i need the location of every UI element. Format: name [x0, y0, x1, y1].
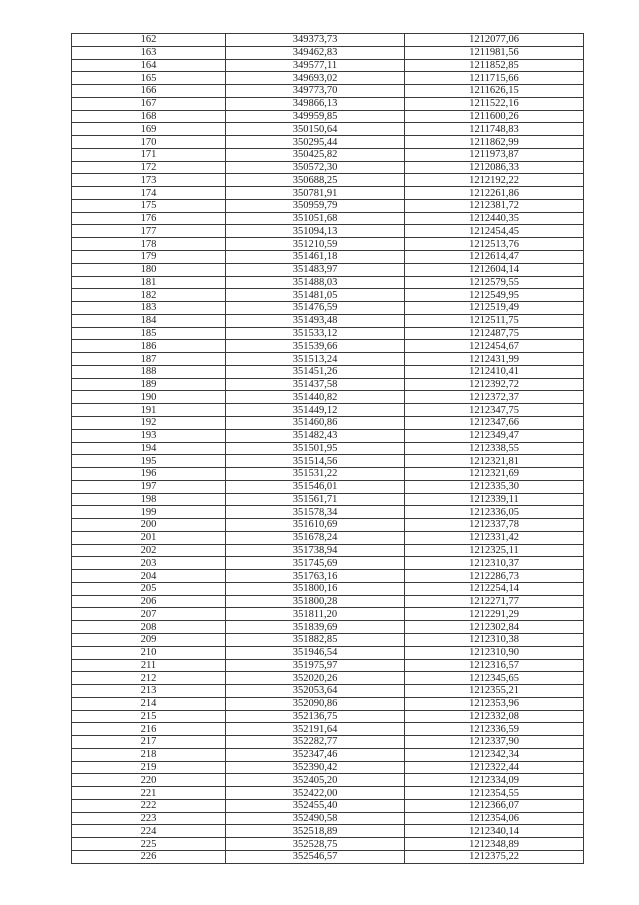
x-coordinate-cell: 352390,42 — [226, 761, 405, 774]
x-coordinate-cell: 349866,13 — [226, 97, 405, 110]
y-coordinate-cell: 1212316,57 — [405, 659, 584, 672]
y-coordinate-cell: 1212549,95 — [405, 289, 584, 302]
table-row — [72, 672, 584, 685]
x-coordinate-cell: 351461,18 — [226, 251, 405, 264]
point-number-cell: 171 — [72, 148, 226, 161]
y-coordinate-cell: 1212354,55 — [405, 787, 584, 800]
x-coordinate-cell: 352518,89 — [226, 825, 405, 838]
table-row — [72, 519, 584, 532]
point-number-cell: 216 — [72, 723, 226, 736]
table-row — [72, 148, 584, 161]
table-row — [72, 697, 584, 710]
table-row — [72, 72, 584, 85]
x-coordinate-cell: 352528,75 — [226, 838, 405, 851]
point-number-cell: 210 — [72, 646, 226, 659]
y-coordinate-cell: 1212338,55 — [405, 442, 584, 455]
x-coordinate-cell: 351460,86 — [226, 416, 405, 429]
table-row — [72, 314, 584, 327]
point-number-cell: 223 — [72, 812, 226, 825]
x-coordinate-cell: 351483,97 — [226, 263, 405, 276]
x-coordinate-cell: 351745,69 — [226, 557, 405, 570]
x-coordinate-cell: 351561,71 — [226, 493, 405, 506]
y-coordinate-cell: 1212325,11 — [405, 544, 584, 557]
point-number-cell: 226 — [72, 851, 226, 864]
point-number-cell: 187 — [72, 353, 226, 366]
x-coordinate-cell: 351531,22 — [226, 468, 405, 481]
table-row — [72, 365, 584, 378]
table-row — [72, 110, 584, 123]
x-coordinate-cell: 352191,64 — [226, 723, 405, 736]
point-number-cell: 190 — [72, 391, 226, 404]
y-coordinate-cell: 1211973,87 — [405, 148, 584, 161]
point-number-cell: 175 — [72, 199, 226, 212]
x-coordinate-cell: 351451,26 — [226, 365, 405, 378]
table-row — [72, 353, 584, 366]
point-number-cell: 166 — [72, 85, 226, 98]
y-coordinate-cell: 1211715,66 — [405, 72, 584, 85]
y-coordinate-cell: 1212347,75 — [405, 404, 584, 417]
y-coordinate-cell: 1212349,47 — [405, 429, 584, 442]
point-number-cell: 218 — [72, 748, 226, 761]
point-number-cell: 191 — [72, 404, 226, 417]
x-coordinate-cell: 352020,26 — [226, 672, 405, 685]
table-row — [72, 748, 584, 761]
x-coordinate-cell: 352490,58 — [226, 812, 405, 825]
x-coordinate-cell: 351493,48 — [226, 314, 405, 327]
x-coordinate-cell: 352422,00 — [226, 787, 405, 800]
x-coordinate-cell: 351678,24 — [226, 531, 405, 544]
point-number-cell: 181 — [72, 276, 226, 289]
y-coordinate-cell: 1212261,86 — [405, 187, 584, 200]
x-coordinate-cell: 351094,13 — [226, 225, 405, 238]
x-coordinate-cell: 351610,69 — [226, 519, 405, 532]
point-number-cell: 205 — [72, 582, 226, 595]
point-number-cell: 179 — [72, 251, 226, 264]
x-coordinate-cell: 352282,77 — [226, 736, 405, 749]
table-row — [72, 416, 584, 429]
table-row — [72, 493, 584, 506]
x-coordinate-cell: 351513,24 — [226, 353, 405, 366]
point-number-cell: 174 — [72, 187, 226, 200]
x-coordinate-cell: 351210,59 — [226, 238, 405, 251]
table-row — [72, 761, 584, 774]
point-number-cell: 203 — [72, 557, 226, 570]
point-number-cell: 206 — [72, 595, 226, 608]
y-coordinate-cell: 1212332,08 — [405, 710, 584, 723]
x-coordinate-cell: 351533,12 — [226, 327, 405, 340]
table-row — [72, 825, 584, 838]
y-coordinate-cell: 1212340,14 — [405, 825, 584, 838]
table-row — [72, 174, 584, 187]
x-coordinate-cell: 351763,16 — [226, 570, 405, 583]
point-number-cell: 211 — [72, 659, 226, 672]
x-coordinate-cell: 349373,73 — [226, 34, 405, 47]
table-row — [72, 723, 584, 736]
point-number-cell: 184 — [72, 314, 226, 327]
point-number-cell: 182 — [72, 289, 226, 302]
table-row — [72, 468, 584, 481]
x-coordinate-cell: 349462,83 — [226, 46, 405, 59]
x-coordinate-cell: 351578,34 — [226, 506, 405, 519]
y-coordinate-cell: 1212291,29 — [405, 608, 584, 621]
y-coordinate-cell: 1212271,77 — [405, 595, 584, 608]
point-number-cell: 167 — [72, 97, 226, 110]
y-coordinate-cell: 1212336,05 — [405, 506, 584, 519]
y-coordinate-cell: 1212354,06 — [405, 812, 584, 825]
table-row — [72, 327, 584, 340]
table-row — [72, 455, 584, 468]
table-row — [72, 289, 584, 302]
point-number-cell: 222 — [72, 799, 226, 812]
x-coordinate-cell: 351738,94 — [226, 544, 405, 557]
point-number-cell: 197 — [72, 480, 226, 493]
y-coordinate-cell: 1212345,65 — [405, 672, 584, 685]
point-number-cell: 225 — [72, 838, 226, 851]
table-row — [72, 34, 584, 47]
point-number-cell: 169 — [72, 123, 226, 136]
x-coordinate-cell: 350781,91 — [226, 187, 405, 200]
point-number-cell: 173 — [72, 174, 226, 187]
y-coordinate-cell: 1212192,22 — [405, 174, 584, 187]
y-coordinate-cell: 1212454,67 — [405, 340, 584, 353]
y-coordinate-cell: 1212322,44 — [405, 761, 584, 774]
table-row — [72, 59, 584, 72]
x-coordinate-cell: 350959,79 — [226, 199, 405, 212]
y-coordinate-cell: 1212086,33 — [405, 161, 584, 174]
y-coordinate-cell: 1211522,16 — [405, 97, 584, 110]
table-row — [72, 531, 584, 544]
table-row — [72, 199, 584, 212]
point-number-cell: 224 — [72, 825, 226, 838]
point-number-cell: 165 — [72, 72, 226, 85]
y-coordinate-cell: 1212336,59 — [405, 723, 584, 736]
point-number-cell: 219 — [72, 761, 226, 774]
point-number-cell: 221 — [72, 787, 226, 800]
x-coordinate-cell: 350425,82 — [226, 148, 405, 161]
point-number-cell: 201 — [72, 531, 226, 544]
y-coordinate-cell: 1212381,72 — [405, 199, 584, 212]
y-coordinate-cell: 1212337,78 — [405, 519, 584, 532]
point-number-cell: 172 — [72, 161, 226, 174]
y-coordinate-cell: 1211748,83 — [405, 123, 584, 136]
y-coordinate-cell: 1212310,90 — [405, 646, 584, 659]
x-coordinate-cell: 351800,16 — [226, 582, 405, 595]
x-coordinate-cell: 349577,11 — [226, 59, 405, 72]
y-coordinate-cell: 1212454,45 — [405, 225, 584, 238]
y-coordinate-cell: 1212337,90 — [405, 736, 584, 749]
x-coordinate-cell: 349773,70 — [226, 85, 405, 98]
x-coordinate-cell: 351449,12 — [226, 404, 405, 417]
x-coordinate-cell: 351481,05 — [226, 289, 405, 302]
point-number-cell: 188 — [72, 365, 226, 378]
y-coordinate-cell: 1212077,06 — [405, 34, 584, 47]
x-coordinate-cell: 351975,97 — [226, 659, 405, 672]
point-number-cell: 213 — [72, 685, 226, 698]
y-coordinate-cell: 1212254,14 — [405, 582, 584, 595]
x-coordinate-cell: 351839,69 — [226, 621, 405, 634]
point-number-cell: 220 — [72, 774, 226, 787]
point-number-cell: 217 — [72, 736, 226, 749]
table-row — [72, 736, 584, 749]
point-number-cell: 198 — [72, 493, 226, 506]
point-number-cell: 176 — [72, 212, 226, 225]
x-coordinate-cell: 349693,02 — [226, 72, 405, 85]
table-row — [72, 97, 584, 110]
point-number-cell: 202 — [72, 544, 226, 557]
table-row — [72, 161, 584, 174]
x-coordinate-cell: 351501,95 — [226, 442, 405, 455]
table-row — [72, 799, 584, 812]
y-coordinate-cell: 1212614,47 — [405, 251, 584, 264]
point-number-cell: 170 — [72, 136, 226, 149]
y-coordinate-cell: 1212310,38 — [405, 633, 584, 646]
table-row — [72, 595, 584, 608]
x-coordinate-cell: 352455,40 — [226, 799, 405, 812]
y-coordinate-cell: 1212487,75 — [405, 327, 584, 340]
table-row — [72, 851, 584, 864]
point-number-cell: 204 — [72, 570, 226, 583]
table-row — [72, 838, 584, 851]
y-coordinate-cell: 1212302,84 — [405, 621, 584, 634]
point-number-cell: 180 — [72, 263, 226, 276]
y-coordinate-cell: 1212431,99 — [405, 353, 584, 366]
y-coordinate-cell: 1212339,11 — [405, 493, 584, 506]
table-row — [72, 787, 584, 800]
x-coordinate-cell: 351811,20 — [226, 608, 405, 621]
y-coordinate-cell: 1212513,76 — [405, 238, 584, 251]
x-coordinate-cell: 350572,30 — [226, 161, 405, 174]
y-coordinate-cell: 1212286,73 — [405, 570, 584, 583]
y-coordinate-cell: 1212342,34 — [405, 748, 584, 761]
y-coordinate-cell: 1212321,81 — [405, 455, 584, 468]
y-coordinate-cell: 1212440,35 — [405, 212, 584, 225]
point-number-cell: 163 — [72, 46, 226, 59]
x-coordinate-cell: 352136,75 — [226, 710, 405, 723]
x-coordinate-cell: 352053,64 — [226, 685, 405, 698]
y-coordinate-cell: 1212392,72 — [405, 378, 584, 391]
point-number-cell: 196 — [72, 468, 226, 481]
table-row — [72, 480, 584, 493]
y-coordinate-cell: 1212375,22 — [405, 851, 584, 864]
point-number-cell: 168 — [72, 110, 226, 123]
point-number-cell: 189 — [72, 378, 226, 391]
y-coordinate-cell: 1212410,41 — [405, 365, 584, 378]
point-number-cell: 195 — [72, 455, 226, 468]
table-row — [72, 812, 584, 825]
point-number-cell: 215 — [72, 710, 226, 723]
point-number-cell: 178 — [72, 238, 226, 251]
table-row — [72, 621, 584, 634]
table-row — [72, 685, 584, 698]
x-coordinate-cell: 352546,57 — [226, 851, 405, 864]
y-coordinate-cell: 1212310,37 — [405, 557, 584, 570]
y-coordinate-cell: 1212372,37 — [405, 391, 584, 404]
table-row — [72, 225, 584, 238]
y-coordinate-cell: 1212321,69 — [405, 468, 584, 481]
point-number-cell: 208 — [72, 621, 226, 634]
x-coordinate-cell: 352405,20 — [226, 774, 405, 787]
y-coordinate-cell: 1211626,15 — [405, 85, 584, 98]
table-row — [72, 570, 584, 583]
point-number-cell: 185 — [72, 327, 226, 340]
x-coordinate-cell: 351514,56 — [226, 455, 405, 468]
table-row — [72, 646, 584, 659]
y-coordinate-cell: 1212511,75 — [405, 314, 584, 327]
table-row — [72, 340, 584, 353]
table-row — [72, 608, 584, 621]
table-row — [72, 187, 584, 200]
point-number-cell: 192 — [72, 416, 226, 429]
x-coordinate-cell: 350688,25 — [226, 174, 405, 187]
table-row — [72, 123, 584, 136]
table-row — [72, 378, 584, 391]
x-coordinate-cell: 351440,82 — [226, 391, 405, 404]
x-coordinate-cell: 351539,66 — [226, 340, 405, 353]
y-coordinate-cell: 1212335,30 — [405, 480, 584, 493]
point-number-cell: 194 — [72, 442, 226, 455]
table-row — [72, 442, 584, 455]
x-coordinate-cell: 351482,43 — [226, 429, 405, 442]
point-number-cell: 164 — [72, 59, 226, 72]
y-coordinate-cell: 1211852,85 — [405, 59, 584, 72]
table-row — [72, 136, 584, 149]
y-coordinate-cell: 1212353,96 — [405, 697, 584, 710]
y-coordinate-cell: 1212334,09 — [405, 774, 584, 787]
table-row — [72, 212, 584, 225]
table-row — [72, 557, 584, 570]
table-row — [72, 302, 584, 315]
table-row — [72, 506, 584, 519]
table-row — [72, 276, 584, 289]
table-row — [72, 46, 584, 59]
point-number-cell: 199 — [72, 506, 226, 519]
x-coordinate-cell: 351051,68 — [226, 212, 405, 225]
point-number-cell: 207 — [72, 608, 226, 621]
point-number-cell: 193 — [72, 429, 226, 442]
x-coordinate-cell: 351800,28 — [226, 595, 405, 608]
x-coordinate-cell: 352347,46 — [226, 748, 405, 761]
table-row — [72, 710, 584, 723]
table-row — [72, 659, 584, 672]
table-row — [72, 774, 584, 787]
x-coordinate-cell: 351546,01 — [226, 480, 405, 493]
point-number-cell: 177 — [72, 225, 226, 238]
point-number-cell: 162 — [72, 34, 226, 47]
x-coordinate-cell: 351882,85 — [226, 633, 405, 646]
point-number-cell: 200 — [72, 519, 226, 532]
point-number-cell: 214 — [72, 697, 226, 710]
x-coordinate-cell: 351437,58 — [226, 378, 405, 391]
table-row — [72, 251, 584, 264]
y-coordinate-cell: 1211981,56 — [405, 46, 584, 59]
y-coordinate-cell: 1212579,55 — [405, 276, 584, 289]
x-coordinate-cell: 350150,64 — [226, 123, 405, 136]
table-row — [72, 238, 584, 251]
point-number-cell: 212 — [72, 672, 226, 685]
y-coordinate-cell: 1212366,07 — [405, 799, 584, 812]
x-coordinate-cell: 351488,03 — [226, 276, 405, 289]
table-row — [72, 429, 584, 442]
x-coordinate-cell: 352090,86 — [226, 697, 405, 710]
point-number-cell: 183 — [72, 302, 226, 315]
y-coordinate-cell: 1212331,42 — [405, 531, 584, 544]
table-row — [72, 404, 584, 417]
y-coordinate-cell: 1212347,66 — [405, 416, 584, 429]
point-number-cell: 209 — [72, 633, 226, 646]
table-row — [72, 391, 584, 404]
coordinates-table — [71, 33, 584, 864]
y-coordinate-cell: 1212604,14 — [405, 263, 584, 276]
x-coordinate-cell: 350295,44 — [226, 136, 405, 149]
x-coordinate-cell: 351476,59 — [226, 302, 405, 315]
table-row — [72, 85, 584, 98]
y-coordinate-cell: 1211862,99 — [405, 136, 584, 149]
point-number-cell: 186 — [72, 340, 226, 353]
y-coordinate-cell: 1212348,89 — [405, 838, 584, 851]
y-coordinate-cell: 1212519,49 — [405, 302, 584, 315]
coordinates-table-body — [72, 34, 584, 864]
y-coordinate-cell: 1211600,26 — [405, 110, 584, 123]
y-coordinate-cell: 1212355,21 — [405, 685, 584, 698]
table-row — [72, 633, 584, 646]
table-row — [72, 582, 584, 595]
x-coordinate-cell: 349959,85 — [226, 110, 405, 123]
table-row — [72, 544, 584, 557]
x-coordinate-cell: 351946,54 — [226, 646, 405, 659]
table-row — [72, 263, 584, 276]
